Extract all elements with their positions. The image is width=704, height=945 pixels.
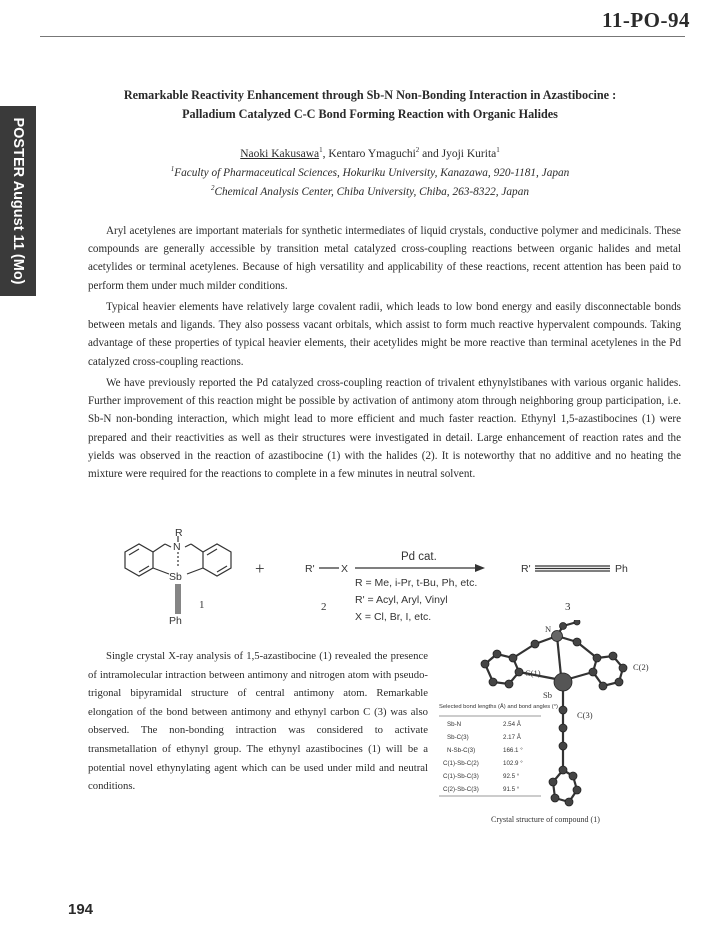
crystal-structure-figure xyxy=(437,620,687,830)
affiliation-text: Chemical Analysis Center, Chiba University, Chiba, 263-8322, Japan xyxy=(214,185,529,198)
bond-table-key: Sb-C(3) xyxy=(447,734,469,741)
header-code: 11-PO-94 xyxy=(602,8,690,32)
author-separator: , xyxy=(322,147,329,160)
scheme-halogen: X xyxy=(341,563,349,575)
bond-table-key: Sb-N xyxy=(447,721,462,728)
crystal-label-c3: C(3) xyxy=(577,710,593,720)
side-tab-label: POSTER August 11 (Mo) xyxy=(10,117,26,285)
scheme-atom-n: N xyxy=(173,541,181,553)
bond-table-value: 92.5 ° xyxy=(503,773,520,780)
bond-table-key: C(1)-Sb-C(3) xyxy=(443,773,479,780)
body-paragraph: Aryl acetylenes are important materials for synthetic intermediates of liquid crystals, conductive polymer and medicinals. These compounds are generally accessible by transition metal catalyzed cross-coupling reactions between organic halides and metal acetylides or terminal acetylenes. Because of high versatility and applicability of these reactions, recent attention has been paid to perform them under much milder conditions. xyxy=(88,225,681,292)
author-affiliation-mark: 1 xyxy=(496,146,500,154)
author-name: Naoki Kakusawa xyxy=(240,147,320,160)
scheme-plus: + xyxy=(255,559,265,578)
author-name: Jyoji Kurita xyxy=(441,147,497,160)
body-paragraph: Single crystal X-ray analysis of 1,5-azastibocine (1) revealed the presence of intramolecular intraction between antimony and nitrogen atom with pseudo-trigonal bipyramidal structure of central antimony atom. Remarkable elongation of the bond between antimony and ethynyl carbon C (3) was also observed. The non-bonding intraction was considered to activate transmetallation of ethynyl group. The ethynyl azastibocines (1) will be a potential novel ethynylating agent which can be used under mild and neutral conditions. xyxy=(88,650,428,793)
author-affiliation-mark: 2 xyxy=(415,146,420,154)
affiliation-text: Faculty of Pharmaceutical Sciences, Hokuriku University, Kanazawa, 920-1181, Japan xyxy=(174,166,570,179)
affiliation-number: 2 xyxy=(210,184,215,192)
scheme-condition: R' = Acyl, Aryl, Vinyl xyxy=(355,594,448,606)
author-name: Kentaro Ymaguchi xyxy=(328,147,416,160)
crystal-label-c1: C(1) xyxy=(525,668,541,678)
scheme-atom-ph: Ph xyxy=(169,615,182,627)
author-list xyxy=(60,146,680,160)
bond-table-value: 91.5 ° xyxy=(503,786,520,793)
author-separator: and xyxy=(419,147,442,160)
page-number: 194 xyxy=(68,901,94,918)
crystal-label-n: N xyxy=(545,624,552,634)
reaction-scheme xyxy=(105,528,665,628)
crystal-label-sb: Sb xyxy=(543,690,552,700)
affiliation-number: 1 xyxy=(170,165,175,173)
title-line-1: Remarkable Reactivity Enhancement through Sb-N Non-Bonding Interaction in Azastibocine : xyxy=(123,88,617,102)
scheme-condition: R = Me, i-Pr, t-Bu, Ph, etc. xyxy=(355,577,478,589)
scheme-product-ph: Ph xyxy=(615,563,628,575)
affiliation xyxy=(60,165,680,179)
body-paragraph: We have previously reported the Pd catalyzed cross-coupling reaction of trivalent ethynylstibanes with various organic halides. Further improvement of this reaction might be possible by activation of antimony atom through neighboring group participation, i.e. Sb-N non-bonding interaction, which might lead to more efficient and much faster reaction. Ethynyl 1,5-azastibocines (1) were prepared and their reactivities as well as their structures were investigated in detail. Large enhancement of reaction rates and the yields was observed in the reaction of azastibocine (1) with the halides (2). It is noteworthy that no additive and no heating the mixture were required for the reactions to complete in a few minutes in neutral solvent. xyxy=(88,377,681,481)
affiliation xyxy=(60,184,680,198)
crystal-caption: Crystal structure of compound (1) xyxy=(491,815,600,824)
compound-number: 2 xyxy=(321,601,327,613)
scheme-atom-sb: Sb xyxy=(169,571,182,583)
bond-table-key: C(1)-Sb-C(2) xyxy=(443,760,479,767)
title-line-2: Palladium Catalyzed C-C Bond Forming Reaction with Organic Halides xyxy=(182,107,558,121)
crystal-label-c2: C(2) xyxy=(633,662,649,672)
bond-table-value: 166.1 ° xyxy=(503,747,523,754)
bond-table-value: 2.17 Å xyxy=(503,734,521,741)
bond-table-key: C(2)-Sb-C(3) xyxy=(443,786,479,793)
scheme-atom-r: R xyxy=(175,528,183,539)
scheme-catalyst: Pd cat. xyxy=(401,551,437,563)
body-paragraph: Typical heavier elements have relatively large covalent radii, which leads to low bond energy and easily disconnectable bonds between metals and ligands. They also possess vacant orbitals, which assist to form much reactive hypervalent compounds. Taking advantage of these properties of typical heavier elements, their acetylides might be more reactive than terminal acetylenes in the Pd catalyzed cross-coupling reactions. xyxy=(88,301,681,368)
scheme-condition: X = Cl, Br, I, etc. xyxy=(355,611,432,623)
compound-number: 1 xyxy=(199,599,205,611)
compound-number: 3 xyxy=(565,601,571,613)
bond-table-title: Selected bond lengths (Å) and bond angles (°) xyxy=(439,704,558,710)
bond-table-value: 2.54 Å xyxy=(503,721,521,728)
scheme-product-r: R' xyxy=(521,563,531,575)
side-tab xyxy=(0,106,36,296)
scheme-reagent: R' xyxy=(305,563,315,575)
bond-table-value: 102.9 ° xyxy=(503,760,523,767)
author-affiliation-mark: 1 xyxy=(319,146,323,154)
header-rule xyxy=(40,36,685,37)
bond-table-key: N-Sb-C(3) xyxy=(447,747,476,754)
